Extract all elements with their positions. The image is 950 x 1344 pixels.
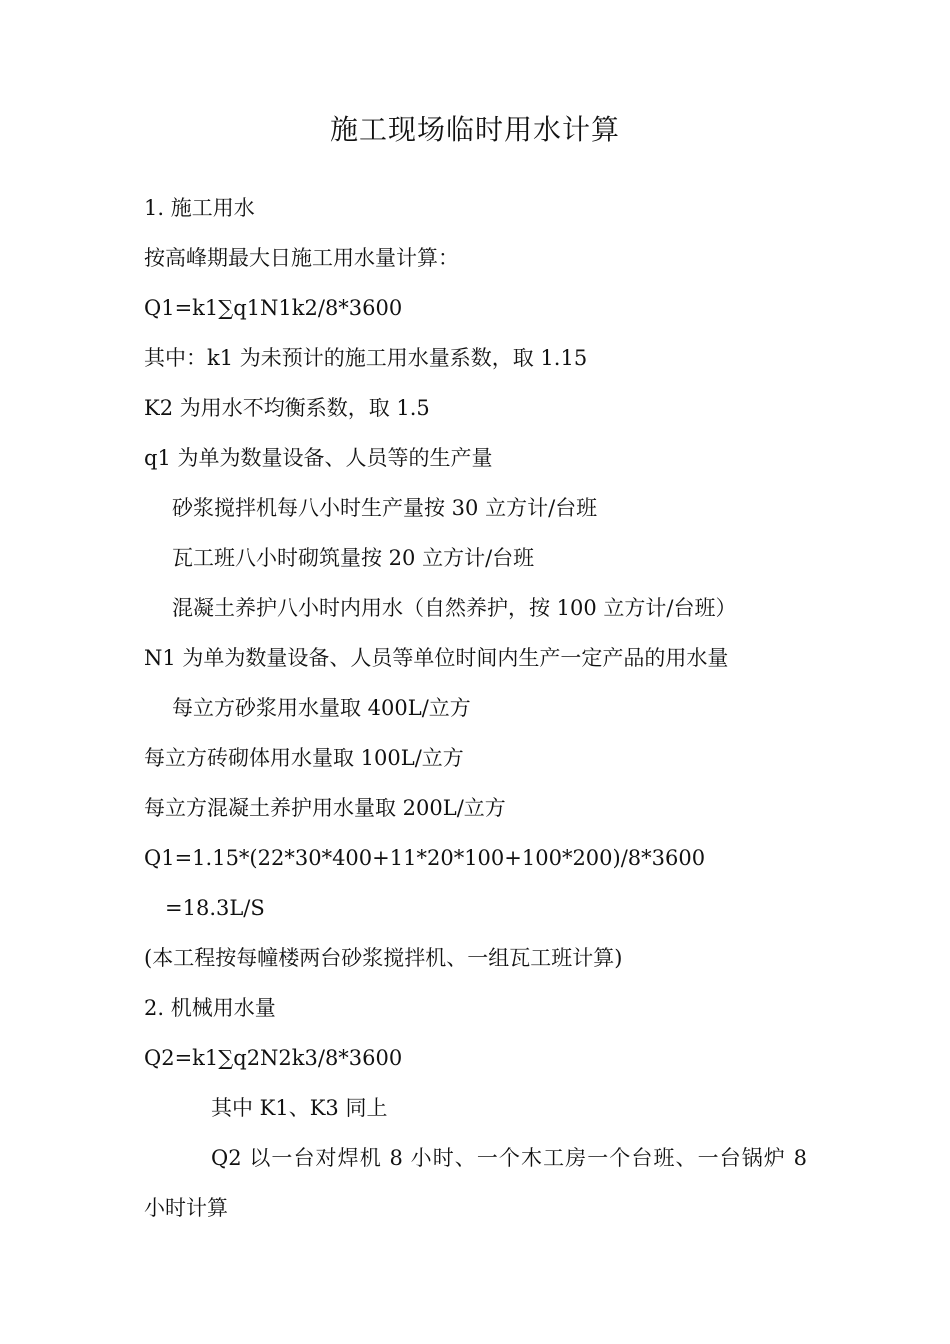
- paragraph-line: K2 为用水不均衡系数，取 1.5: [144, 396, 430, 420]
- paragraph-line: Q2 以一台对焊机 8 小时、一个木工房一个台班、一台锅炉 8: [211, 1146, 807, 1170]
- paragraph-line: 按高峰期最大日施工用水量计算：: [144, 246, 459, 270]
- indented-line: 其中 K1、K3 同上: [211, 1096, 388, 1120]
- formula-q1: Q1=k1∑q1N1k2/8*3600: [144, 296, 403, 320]
- paragraph-line: (本工程按每幢楼两台砂浆搅拌机、一组瓦工班计算): [144, 946, 623, 970]
- paragraph-line: q1 为单为数量设备、人员等的生产量: [144, 446, 493, 470]
- page-title: 施工现场临时用水计算: [329, 113, 620, 146]
- indented-line: 瓦工班八小时砌筑量按 20 立方计/台班: [172, 546, 535, 570]
- paragraph-line: 其中：k1 为未预计的施工用水量系数，取 1.15: [144, 346, 588, 370]
- formula-q1-calculation: Q1=1.15*(22*30*400+11*20*100+100*200)/8*3600: [144, 846, 706, 870]
- paragraph-line: 小时计算: [144, 1196, 228, 1220]
- section-heading-construction-water: 1. 施工用水: [144, 196, 255, 220]
- paragraph-line: 每立方砖砌体用水量取 100L/立方: [144, 746, 464, 770]
- paragraph-line: N1 为单为数量设备、人员等单位时间内生产一定产品的用水量: [144, 646, 729, 670]
- indented-line: 每立方砂浆用水量取 400L/立方: [172, 696, 471, 720]
- formula-q2: Q2=k1∑q2N2k3/8*3600: [144, 1046, 403, 1070]
- formula-q1-result: =18.3L/S: [165, 896, 265, 920]
- paragraph-line: 每立方混凝土养护用水量取 200L/立方: [144, 796, 506, 820]
- indented-line: 砂浆搅拌机每八小时生产量按 30 立方计/台班: [172, 496, 598, 520]
- section-heading-machine-water: 2. 机械用水量: [144, 996, 276, 1020]
- indented-line: 混凝土养护八小时内用水（自然养护，按 100 立方计/台班）: [172, 596, 737, 620]
